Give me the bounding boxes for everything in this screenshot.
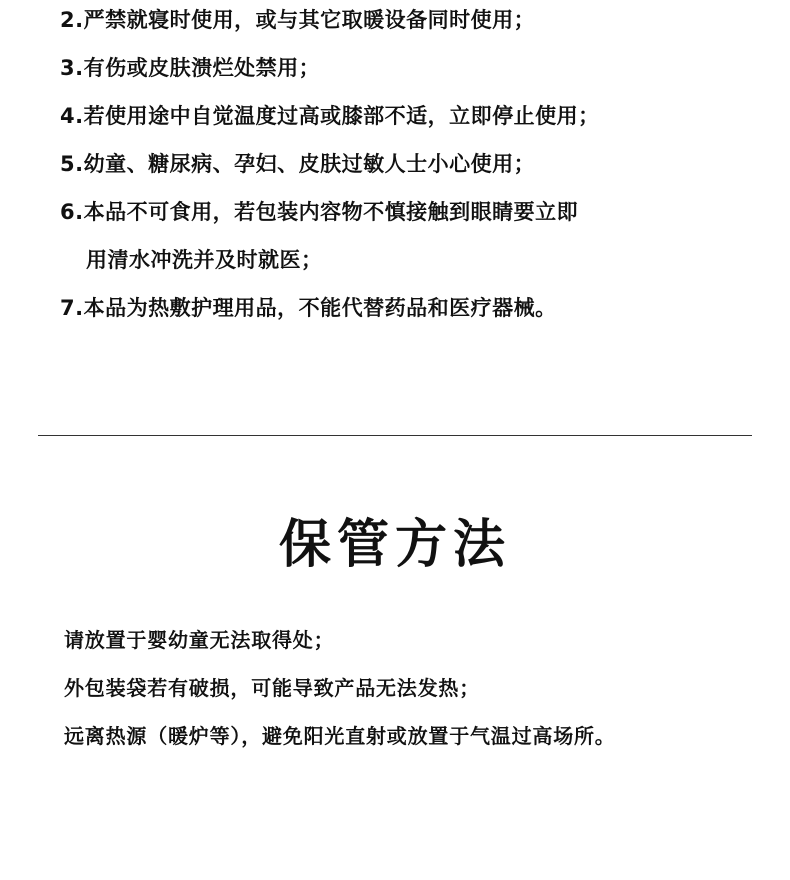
warning-item-2: 2.严禁就寝时使用，或与其它取暖设备同时使用； bbox=[60, 8, 536, 32]
storage-item: 远离热源（暖炉等），避免阳光直射或放置于气温过高场所。 bbox=[64, 724, 616, 748]
storage-section-title: 保管方法 bbox=[278, 514, 511, 575]
warning-item-5: 5.幼童、糖尿病、孕妇、皮肤过敏人士小心使用； bbox=[60, 152, 536, 176]
warning-item-6-continued: 用清水冲洗并及时就医； bbox=[86, 248, 323, 272]
storage-item: 外包装袋若有破损，可能导致产品无法发热； bbox=[64, 676, 480, 700]
warning-item-3: 3.有伤或皮肤溃烂处禁用； bbox=[60, 56, 321, 80]
section-divider bbox=[38, 435, 752, 436]
warning-item-7: 7.本品为热敷护理用品，不能代替药品和医疗器械。 bbox=[60, 296, 557, 320]
warning-item-4: 4.若使用途中自觉温度过高或膝部不适，立即停止使用； bbox=[60, 104, 600, 128]
warning-item-6: 6.本品不可食用，若包装内容物不慎接触到眼睛要立即 bbox=[60, 200, 579, 224]
storage-item: 请放置于婴幼童无法取得处； bbox=[64, 628, 335, 652]
